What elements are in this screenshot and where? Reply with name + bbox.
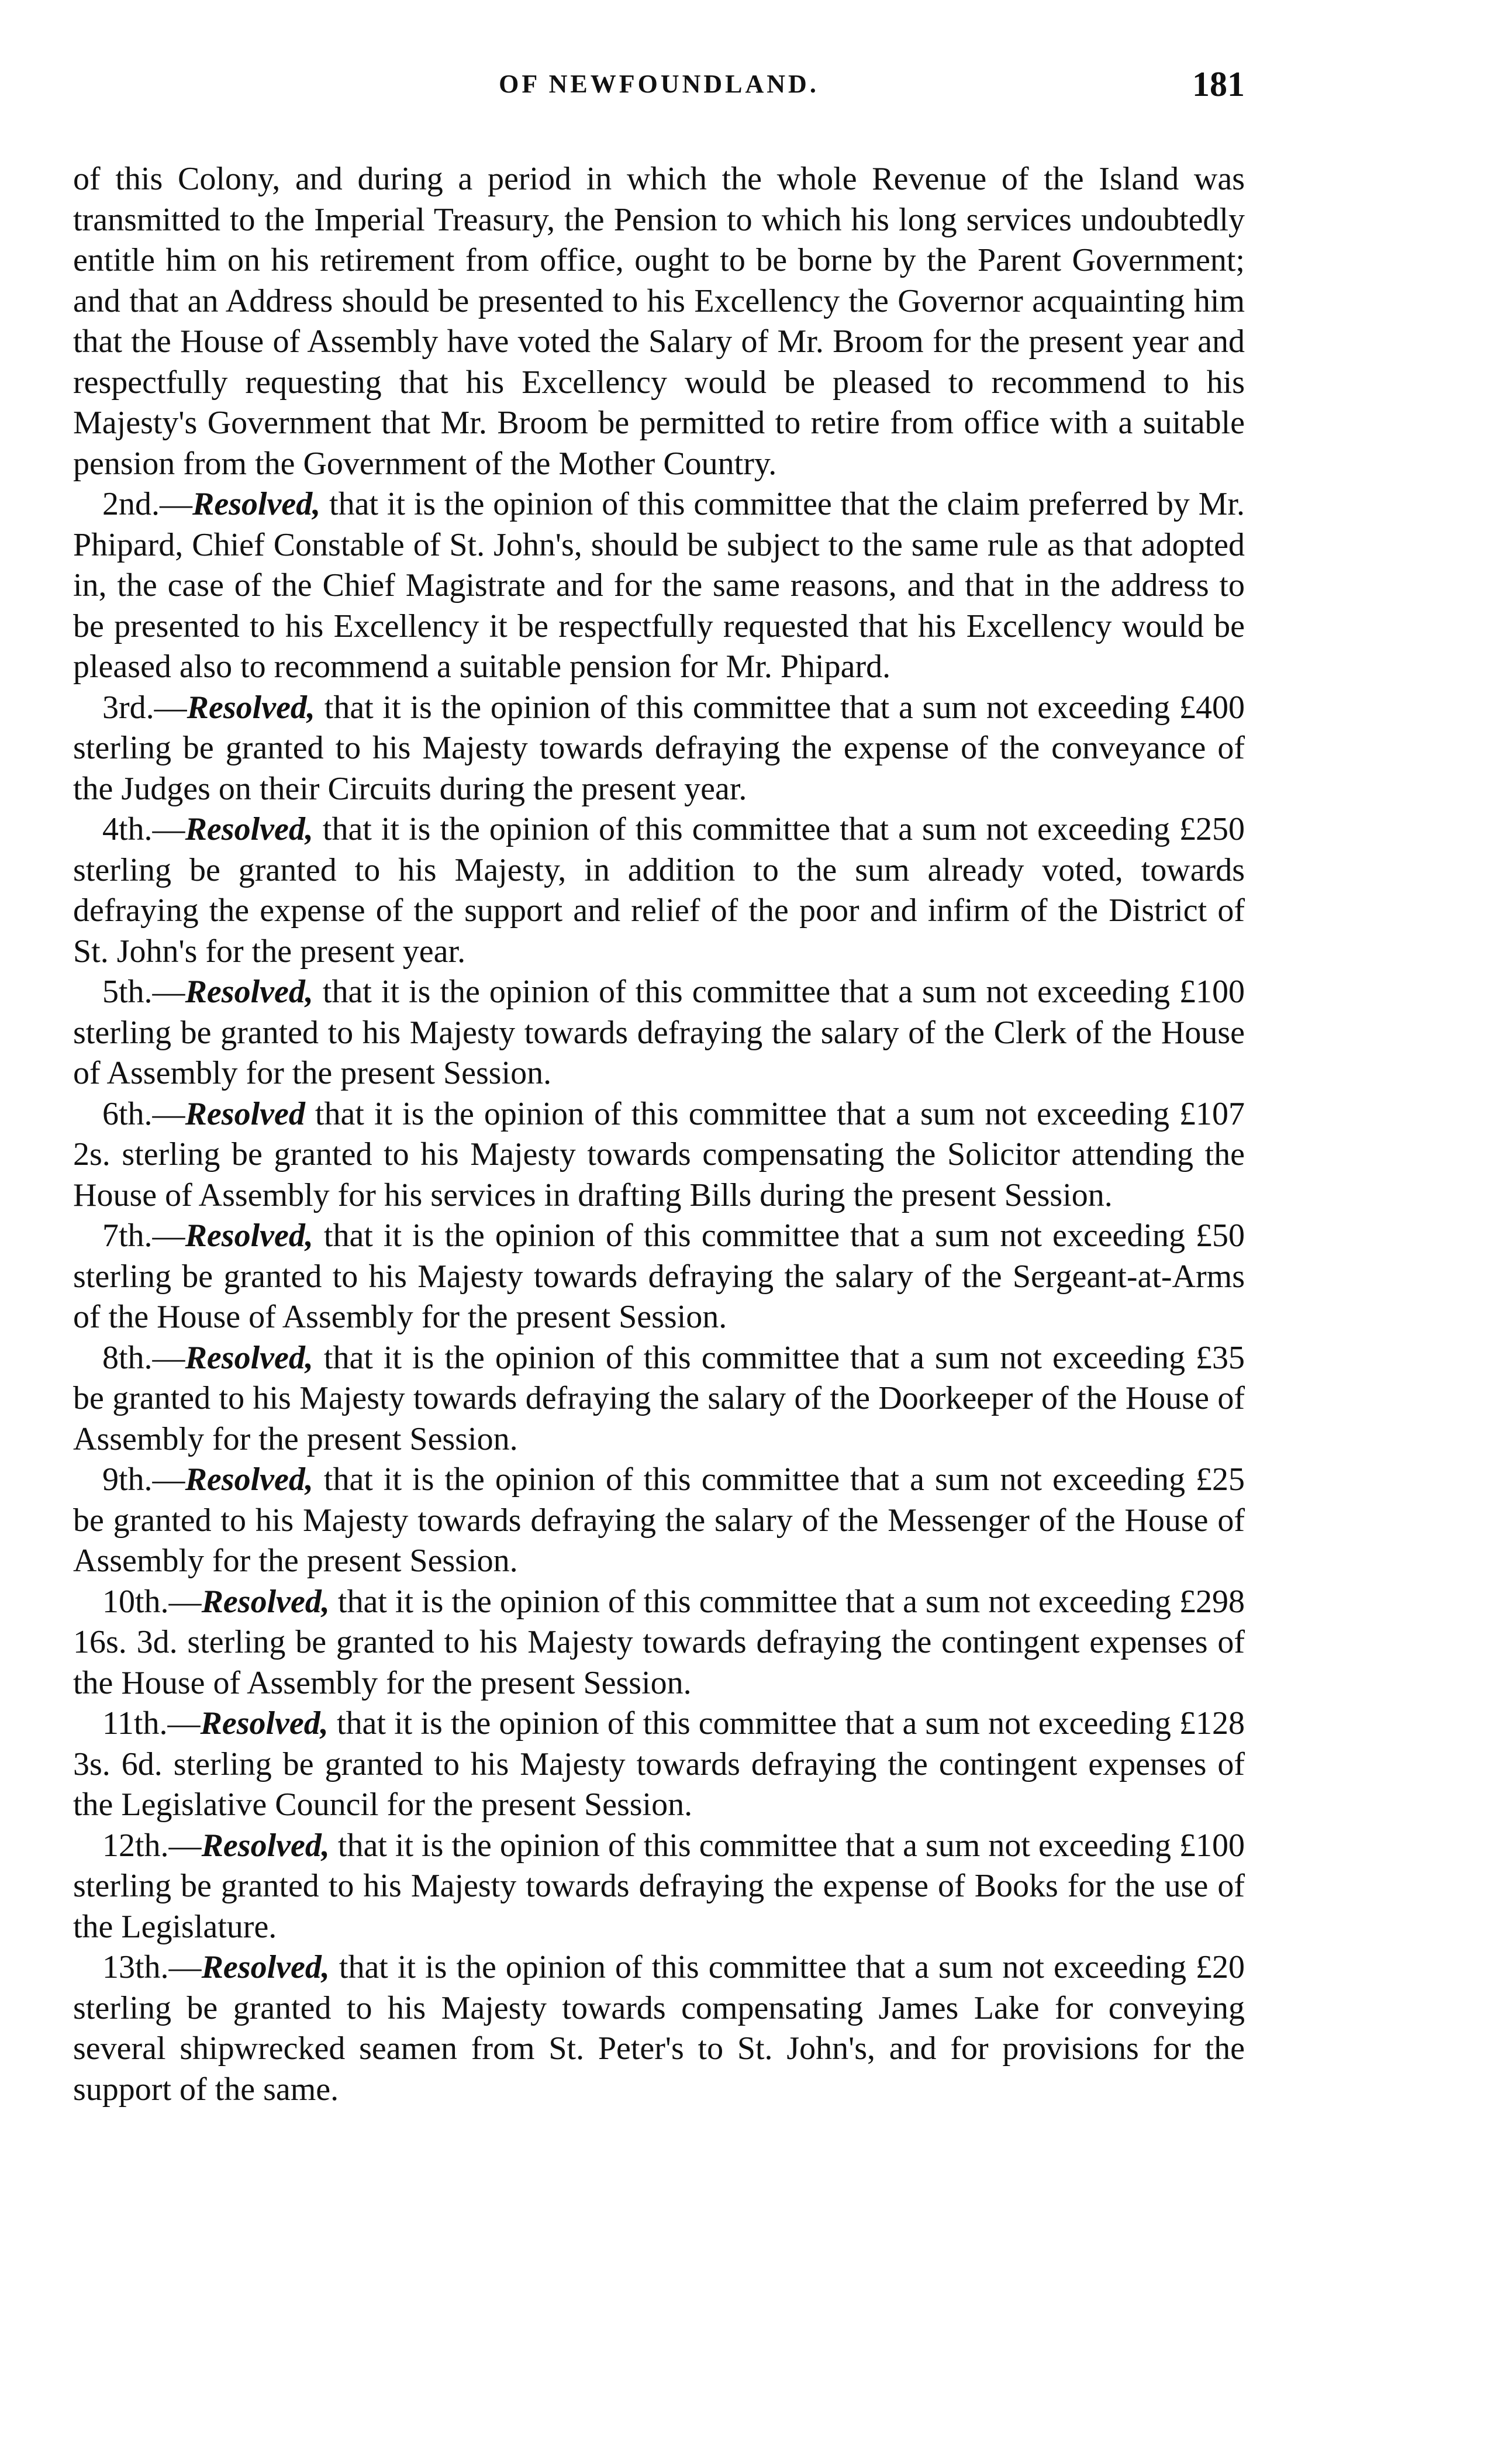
resolved-word: Resolved, [185, 1218, 313, 1254]
resolution-ordinal: 12th.— [102, 1827, 202, 1864]
resolution-ordinal: 10th.— [102, 1583, 202, 1620]
resolution-text: that it is the opinion of this committee that a sum not exceeding £20 sterling be granted to his Majesty towards compensating James Lake for conveying several shipwrecked seamen from St. Peter's to St. John's, and for provisions for the support of the same. [73, 1949, 1245, 2108]
resolution-ordinal: 8th.— [102, 1339, 185, 1376]
page-header [73, 65, 1245, 122]
resolution-text: that it is the opinion of this committee that a sum not exceeding £298 16s. 3d. sterling be granted to his Majesty towards defraying the contingent expenses of the House of Assembly for the present Session. [73, 1583, 1245, 1701]
resolved-word: Resolved, [201, 1827, 330, 1864]
resolved-word: Resolved, [185, 1339, 313, 1376]
resolution-9th [73, 1460, 1245, 1582]
resolution-text: that it is the opinion of this committee that a sum not exceeding £50 sterling be granted to his Majesty towards defraying the salary of the Sergeant-at-Arms of the House of Assembly for the present Session. [73, 1218, 1245, 1335]
book-page [73, 65, 1245, 2110]
resolution-text: that it is the opinion of this committee that a sum not exceeding £400 sterling be granted to his Majesty towards defraying the expense of the conveyance of the Judges on their Circuits during the present year. [73, 689, 1245, 807]
resolved-word: Resolved, [185, 811, 313, 847]
resolved-word: Resolved, [201, 1949, 330, 1985]
resolution-10th [73, 1582, 1245, 1704]
resolution-ordinal: 3rd.— [102, 689, 187, 726]
resolved-word: Resolved, [201, 1583, 330, 1620]
resolved-word: Resolved, [185, 1461, 313, 1498]
resolution-ordinal: 7th.— [102, 1218, 185, 1254]
resolution-ordinal: 4th.— [102, 811, 185, 847]
resolution-4th [73, 809, 1245, 972]
resolution-text: that it is the opinion of this committee that a sum not exceeding £100 sterling be granted to his Majesty towards defraying the salary of the Clerk of the House of Assembly for the present Session. [73, 974, 1245, 1091]
resolution-11th [73, 1703, 1245, 1826]
resolved-word: Resolved, [200, 1705, 329, 1741]
resolved-word: Resolved, [192, 486, 321, 522]
body-text [73, 159, 1245, 2110]
resolved-word: Resolved, [185, 974, 313, 1010]
resolution-ordinal: 5th.— [102, 974, 185, 1010]
resolution-text: that it is the opinion of this committee that a sum not exceeding £107 2s. sterling be granted to his Majesty towards compensating the Solicitor attending the House of Assembly for his services in drafting Bills during the present Session. [73, 1095, 1245, 1213]
resolution-5th [73, 972, 1245, 1094]
resolution-text: that it is the opinion of this committee that a sum not exceeding £35 be granted to his Majesty towards defraying the salary of the Doorkeeper of the House of Assembly for the present Session. [73, 1339, 1245, 1457]
resolution-13th [73, 1947, 1245, 2110]
resolution-text: that it is the opinion of this committee that a sum not exceeding £100 sterling be granted to his Majesty towards defraying the expense of Books for the use of the Legislature. [73, 1827, 1245, 1945]
intro-paragraph: of this Colony, and during a period in which the whole Revenue of the Island was transmitted to the Imperial Treasury, the Pension to which his long services undoubtedly entitle him on his retirement from office, ought to be borne by the Parent Government; and that an Address should be presented to his Excellency the Governor acquainting him that the House of Assembly have voted the Salary of Mr. Broom for the present year and respectfully requesting that his Excellency would be pleased to recommend to his Majesty's Government that Mr. Broom be permitted to retire from office with a suitable pension from the Government of the Mother Country. [73, 161, 1245, 482]
resolution-text: that it is the opinion of this committee that a sum not exceeding £250 sterling be granted to his Majesty, in addition to the sum already voted, towards defraying the expense of the support and relief of the poor and infirm of the District of St. John's for the present year. [73, 811, 1245, 970]
resolution-ordinal: 11th.— [102, 1705, 201, 1741]
resolution-2nd [73, 484, 1245, 688]
resolution-7th [73, 1216, 1245, 1338]
resolved-word: Resolved, [187, 689, 315, 726]
running-title: OF NEWFOUNDLAND. [499, 70, 819, 98]
resolution-ordinal: 9th.— [102, 1461, 185, 1498]
resolved-word: Resolved [185, 1095, 305, 1132]
resolution-8th [73, 1338, 1245, 1460]
resolution-text: that it is the opinion of this committee that the claim preferred by Mr. Phipard, Chief Constable of St. John's, should be subject to the same rule as that adopted in, the case of the Chief Magistrate and for the same reasons, and that in the address to be presented to his Excellency it be respectfully requested that his Excellency would be pleased also to recommend a suitable pension for Mr. Phipard. [73, 486, 1245, 685]
resolution-ordinal: 6th.— [102, 1095, 185, 1132]
resolution-12th [73, 1826, 1245, 1948]
page-number: 181 [1192, 65, 1245, 104]
resolution-text: that it is the opinion of this committee that a sum not exceeding £25 be granted to his Majesty towards defraying the salary of the Messenger of the House of Assembly for the present Session. [73, 1461, 1245, 1579]
resolution-ordinal: 13th.— [102, 1949, 202, 1985]
resolution-ordinal: 2nd.— [102, 486, 192, 522]
resolution-text: that it is the opinion of this committee that a sum not exceeding £128 3s. 6d. sterling be granted to his Majesty towards defraying the contingent expenses of the Legislative Council for the present Session. [73, 1705, 1245, 1823]
resolution-6th [73, 1094, 1245, 1216]
resolution-3rd [73, 688, 1245, 810]
